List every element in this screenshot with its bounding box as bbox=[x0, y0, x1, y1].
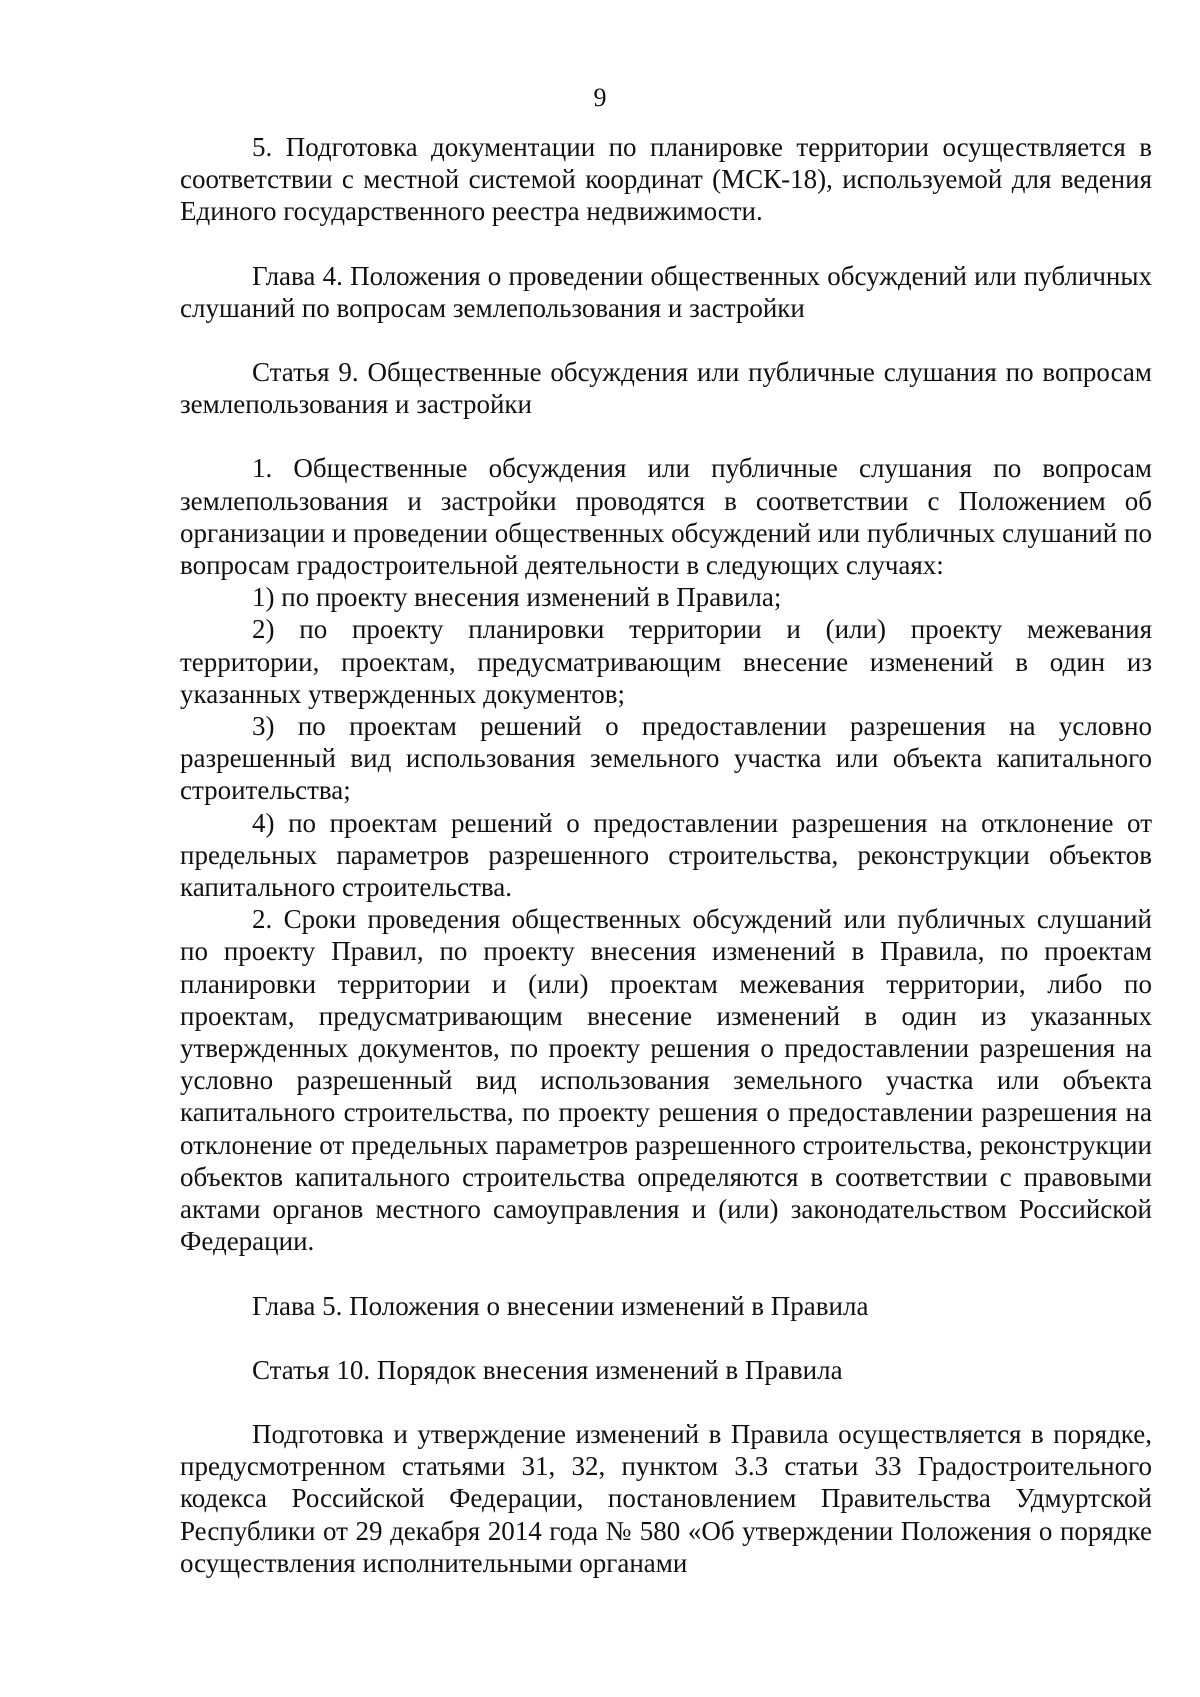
chapter-5-heading: Глава 5. Положения о внесении изменений в Правила bbox=[252, 1290, 869, 1321]
paragraph-coordinate-system: 5. Подготовка документации по планировке территории осуществляется в соответствии с местной системой координат (МСК-18), используемой для ведения Единого государственного реестра недвижимости. bbox=[180, 132, 1152, 227]
chapter-4-heading: Глава 4. Положения о проведении общественных обсуждений или публичных слушаний по вопросам землепользования и застройки bbox=[180, 260, 1152, 323]
article-9-heading: Статья 9. Общественные обсуждения или публичные слушания по вопросам землепользования и застройки bbox=[180, 357, 1152, 420]
article-9-clause-2: 2. Сроки проведения общественных обсуждений или публичных слушаний по проекту Правил, по проекту внесения изменений в Правила, по проектам планировки территории и (или) проектам межевания территории, либо по проектам, предусматривающим внесение изменений в один из указанных утвержденных документов, по проекту решения о предоставлении разрешения на условно разрешенный вид использования земельного участка или объекта капитального строительства, по проекту решения о предоставлении разрешения на отклонение от предельных параметров разрешенного строительства, реконструкции объектов капитального строительства определяются в соответствии с правовыми актами органов местного самоуправления и (или) законодательством Российской Федерации. bbox=[180, 904, 1152, 1257]
document-body bbox=[180, 131, 1152, 1579]
article-9-item-4: 4) по проектам решений о предоставлении разрешения на отклонение от предельных параметров разрешенного строительства, реконструкции объектов капитального строительства. bbox=[180, 807, 1152, 903]
article-10-paragraph: Подготовка и утверждение изменений в Правила осуществляется в порядке, предусмотренном статьями 31, 32, пунктом 3.3 статьи 33 Градостроительного кодекса Российской Федерации, постановлением Правительства Удмуртской Республики от 29 декабря 2014 года № 580 «Об утверждении Положения о порядке осуществления исполнительными органами bbox=[180, 1418, 1152, 1578]
article-9-item-3: 3) по проектам решений о предоставлении разрешения на условно разрешенный вид использования земельного участка или объекта капитального строительства; bbox=[180, 711, 1152, 806]
page-number: 9 bbox=[593, 83, 607, 112]
article-9-clause-1: 1. Общественные обсуждения или публичные слушания по вопросам землепользования и застройки проводятся в соответствии с Положением об организации и проведении общественных обсуждений или публичных слушаний по вопросам градостроительной деятельности в следующих случаях: bbox=[180, 453, 1152, 581]
article-9-item-1: 1) по проекту внесения изменений в Правила; bbox=[252, 582, 782, 613]
article-10-heading: Статья 10. Порядок внесения изменений в Правила bbox=[252, 1354, 843, 1385]
article-9-item-2: 2) по проекту планировки территории и (или) проекту межевания территории, проектам, предусматривающим внесение изменений в один из указанных утвержденных документов; bbox=[180, 614, 1152, 709]
